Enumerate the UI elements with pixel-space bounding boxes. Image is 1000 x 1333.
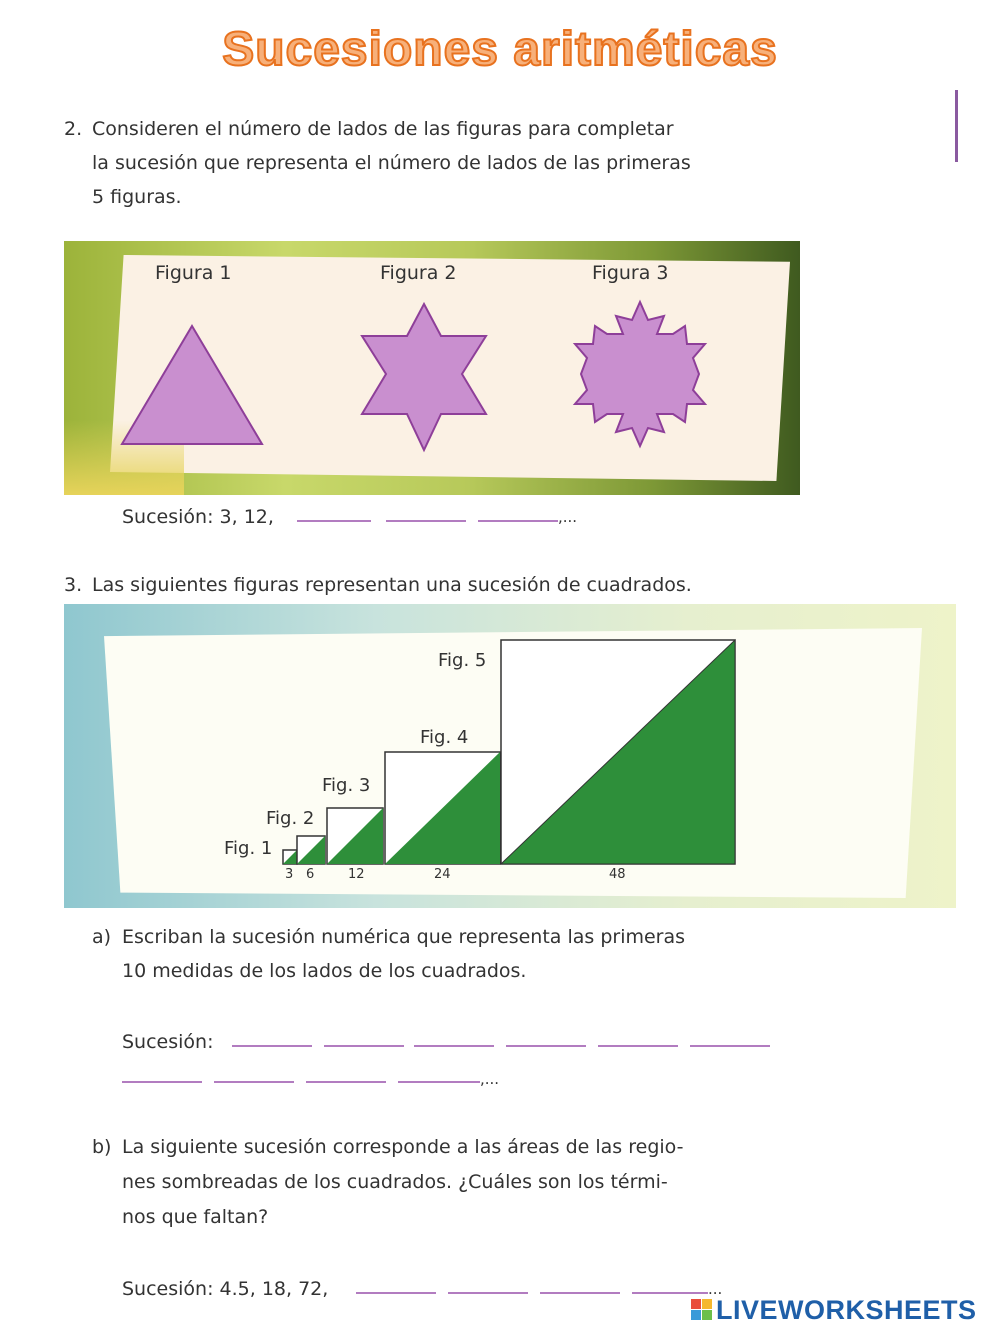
- figure-2-label: Figura 2: [380, 262, 457, 284]
- page-title: Sucesiones aritméticas: [222, 23, 778, 76]
- square-fig-2: [297, 836, 325, 864]
- squares-diagram: [270, 630, 750, 890]
- q3a-answer-7[interactable]: [122, 1081, 202, 1083]
- q2-answer-1[interactable]: [297, 520, 371, 522]
- q3a-answer-4[interactable]: [506, 1045, 586, 1047]
- q3b-answer-1[interactable]: [356, 1292, 436, 1294]
- q3b-line-3: nos que faltan?: [122, 1206, 269, 1228]
- q2-line-2: la sucesión que representa el número de lados de las primeras: [92, 152, 691, 174]
- q3a-line-2: 10 medidas de los lados de los cuadrados.: [122, 960, 527, 982]
- q3-intro: Las siguientes figuras representan una sucesión de cuadrados.: [92, 574, 692, 596]
- figure-1-label: Figura 1: [155, 262, 232, 284]
- q3b-line-1: La siguiente sucesión corresponde a las áreas de las regio-: [122, 1136, 684, 1158]
- q3a-answer-8[interactable]: [214, 1081, 294, 1083]
- q3b-sequence-end: ...: [708, 1280, 723, 1298]
- q2-answer-2[interactable]: [386, 520, 466, 522]
- snowflake-shape: [565, 296, 715, 456]
- q3b-answer-4[interactable]: [632, 1292, 708, 1294]
- q3a-answer-10[interactable]: [398, 1081, 480, 1083]
- square-fig-5: [501, 640, 735, 864]
- q3a-answer-2[interactable]: [324, 1045, 404, 1047]
- margin-mark: [955, 90, 958, 162]
- q3a-answer-1[interactable]: [232, 1045, 312, 1047]
- q2-sequence-label: Sucesión: 3, 12,: [122, 506, 274, 528]
- q3a-answer-3[interactable]: [414, 1045, 494, 1047]
- q3a-sequence-label: Sucesión:: [122, 1031, 214, 1053]
- q3a-line-1: Escriban la sucesión numérica que representa las primeras: [122, 926, 686, 948]
- q2-line-3: 5 figuras.: [92, 186, 182, 208]
- square-fig-4: [385, 752, 500, 864]
- q3b-label: b): [92, 1136, 112, 1158]
- q2-number: 2.: [64, 118, 83, 140]
- q3b-answer-3[interactable]: [540, 1292, 620, 1294]
- liveworksheets-logo-icon: [691, 1299, 713, 1321]
- side-label-48: 48: [609, 867, 626, 882]
- q3a-answer-6[interactable]: [690, 1045, 770, 1047]
- q2-line-1: Consideren el número de lados de las figuras para completar: [92, 118, 674, 140]
- side-label-12: 12: [348, 867, 365, 882]
- fig-3-label: Fig. 3: [322, 775, 371, 796]
- star-shape: [350, 300, 500, 460]
- q3b-line-2: nes sombreadas de los cuadrados. ¿Cuáles son los térmi-: [122, 1171, 668, 1193]
- q3b-answer-2[interactable]: [448, 1292, 528, 1294]
- fig-5-label: Fig. 5: [438, 650, 487, 671]
- q3a-answer-5[interactable]: [598, 1045, 678, 1047]
- q3a-label: a): [92, 926, 112, 948]
- liveworksheets-logo-text: LIVEWORKSHEETS: [716, 1295, 977, 1325]
- q3b-sequence-label: Sucesión: 4.5, 18, 72,: [122, 1278, 329, 1300]
- square-fig-1: [283, 850, 297, 864]
- q3a-answer-9[interactable]: [306, 1081, 386, 1083]
- q3a-sequence-end: ,...: [480, 1070, 500, 1088]
- triangle-shape: [110, 320, 270, 450]
- side-label-6: 6: [306, 867, 315, 882]
- side-label-3: 3: [285, 867, 294, 882]
- q2-sequence-end: ,...: [558, 508, 578, 526]
- fig-1-label: Fig. 1: [224, 838, 273, 859]
- fig-4-label: Fig. 4: [420, 727, 469, 748]
- figure-3-label: Figura 3: [592, 262, 669, 284]
- square-fig-3: [327, 808, 383, 864]
- side-label-24: 24: [434, 867, 451, 882]
- q2-answer-3[interactable]: [478, 520, 558, 522]
- q3-number: 3.: [64, 574, 83, 596]
- fig-2-label: Fig. 2: [266, 808, 315, 829]
